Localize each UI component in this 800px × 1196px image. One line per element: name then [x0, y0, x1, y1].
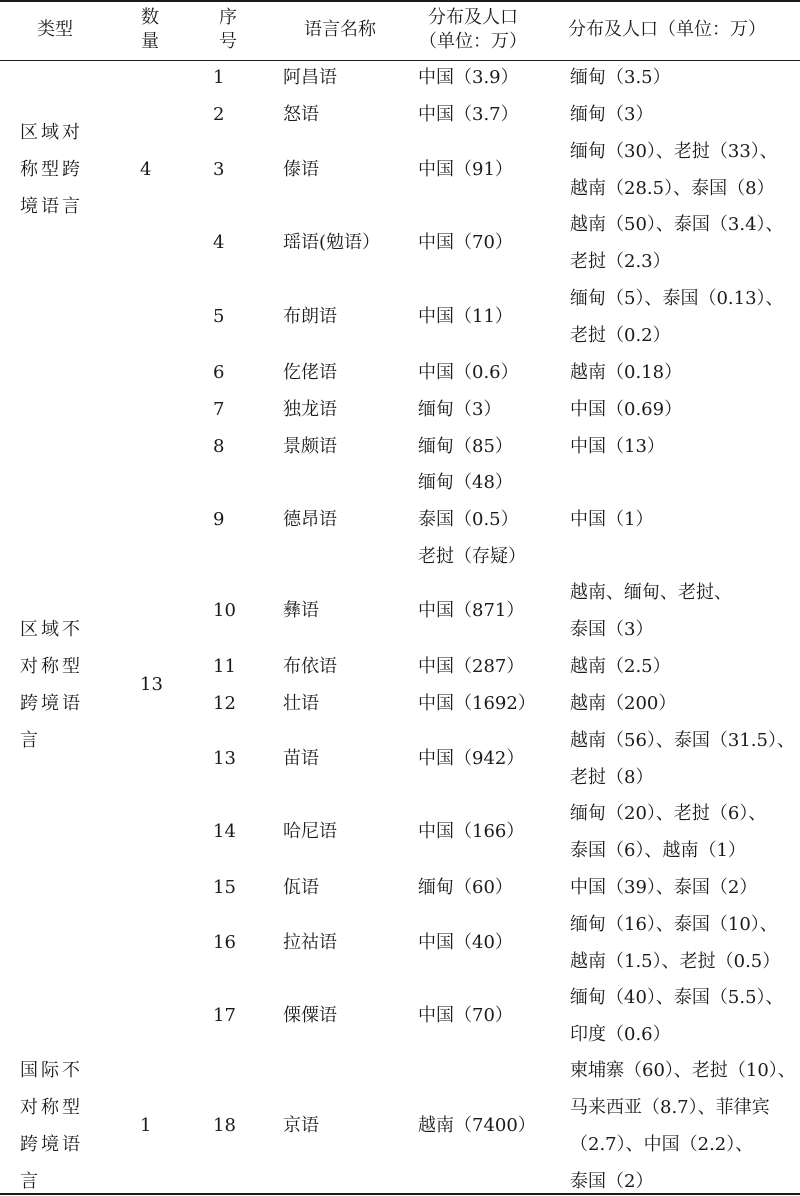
row-seq: 8 — [213, 436, 225, 457]
row-language-name: 京语 — [283, 1115, 319, 1136]
row-seq: 15 — [213, 877, 236, 898]
row-seq: 1 — [213, 67, 225, 88]
row-seq: 18 — [213, 1115, 236, 1136]
row-distribution-b: 柬埔寨（60）、老挝（10）、 — [570, 1059, 796, 1081]
group-type-label: 境语言 — [20, 196, 83, 217]
row-distribution-b: 老挝（2.3） — [570, 250, 671, 272]
row-language-name: 独龙语 — [283, 399, 337, 420]
row-distribution-b: 中国（0.69） — [570, 399, 683, 420]
header-count-line1: 数 — [141, 7, 159, 28]
row-language-name: 彝语 — [283, 600, 319, 621]
row-distribution-b: 缅甸（3.5） — [570, 67, 671, 88]
row-distribution-b: 老挝（0.2） — [570, 324, 671, 346]
row-language-name: 拉祜语 — [283, 932, 337, 953]
header-type: 类型 — [37, 19, 73, 40]
row-distribution-b: 缅甸（40）、泰国（5.5）、 — [570, 986, 784, 1008]
row-distribution-b: 越南、缅甸、老挝、 — [570, 581, 732, 603]
header-rule — [0, 60, 800, 61]
row-distribution-b: 泰国（6）、越南（1） — [570, 839, 746, 861]
group-type-label: 跨境语 — [20, 1133, 83, 1155]
row-distribution-a: 中国（11） — [418, 306, 513, 327]
row-distribution-a: 缅甸（60） — [418, 877, 513, 898]
row-distribution-b: 越南（56）、泰国（31.5）、 — [570, 729, 795, 751]
row-distribution-a: 中国（166） — [418, 821, 525, 842]
row-seq: 3 — [213, 159, 225, 180]
row-distribution-b: 泰国（2） — [570, 1170, 654, 1192]
group-type-label: 称型跨 — [20, 159, 83, 180]
row-distribution-a: 中国（942） — [418, 748, 525, 769]
header-count-line2: 量 — [141, 31, 159, 52]
row-distribution-b: 中国（39）、泰国（2） — [570, 877, 758, 898]
group-type-label: 对称型 — [20, 1096, 83, 1118]
group-count: 13 — [140, 674, 163, 695]
row-distribution-b: 印度（0.6） — [570, 1023, 671, 1045]
row-distribution-b: 老挝（8） — [570, 766, 654, 788]
row-seq: 12 — [213, 693, 236, 714]
row-distribution-a: 泰国（0.5） — [418, 509, 519, 530]
row-distribution-a: 缅甸（85） — [418, 436, 513, 457]
row-distribution-b: 缅甸（20）、老挝（6）、 — [570, 802, 767, 824]
row-language-name: 苗语 — [283, 748, 319, 769]
group-type-label: 区域对 — [20, 122, 83, 143]
header-seq-line1: 序 — [219, 7, 237, 28]
row-language-name: 哈尼语 — [283, 821, 337, 842]
row-language-name: 德昂语 — [283, 509, 337, 530]
row-distribution-b: 泰国（3） — [570, 618, 654, 640]
row-language-name: 瑶语(勉语） — [283, 232, 381, 253]
row-seq: 4 — [213, 232, 225, 253]
group-type-label: 跨境语 — [20, 692, 83, 714]
row-seq: 17 — [213, 1005, 236, 1026]
row-distribution-a: 越南（7400） — [418, 1115, 536, 1136]
row-language-name: 傈僳语 — [283, 1005, 337, 1026]
row-distribution-a: 缅甸（48） — [418, 472, 513, 493]
row-seq: 11 — [213, 656, 236, 677]
row-distribution-a: 中国（871） — [418, 600, 525, 621]
bottom-rule — [0, 1193, 800, 1195]
group-count: 4 — [140, 159, 152, 180]
row-distribution-b: （2.7）、中国（2.2）、 — [570, 1133, 754, 1155]
row-distribution-b: 中国（1） — [570, 509, 654, 530]
header-dist-b: 分布及人口（单位：万） — [568, 19, 766, 40]
row-seq: 6 — [213, 362, 225, 383]
row-distribution-b: 缅甸（30）、老挝（33）、 — [570, 140, 778, 162]
row-language-name: 傣语 — [283, 159, 319, 180]
row-distribution-a: 中国（287） — [418, 656, 525, 677]
row-seq: 5 — [213, 306, 225, 327]
row-distribution-b: 马来西亚（8.7）、菲律宾 — [570, 1096, 770, 1118]
row-seq: 2 — [213, 104, 225, 125]
group-type-label: 国际不 — [20, 1059, 83, 1081]
header-seq-line2: 号 — [219, 31, 237, 52]
top-rule — [0, 0, 800, 2]
row-seq: 14 — [213, 821, 236, 842]
row-language-name: 景颇语 — [283, 436, 337, 457]
row-seq: 7 — [213, 399, 225, 420]
row-distribution-b: 缅甸（16）、泰国（10）、 — [570, 913, 778, 935]
row-distribution-a: 老挝（存疑） — [418, 546, 526, 567]
row-language-name: 佤语 — [283, 877, 319, 898]
row-seq: 10 — [213, 600, 236, 621]
row-distribution-b: 中国（13） — [570, 436, 665, 457]
row-distribution-b: 越南（2.5） — [570, 656, 671, 677]
row-seq: 13 — [213, 748, 236, 769]
row-distribution-a: 中国（70） — [418, 1005, 513, 1026]
group-type-label: 对称型 — [20, 655, 83, 677]
row-seq: 16 — [213, 932, 236, 953]
row-distribution-a: 缅甸（3） — [418, 399, 502, 420]
row-distribution-b: 越南（28.5）、泰国（8） — [570, 177, 775, 199]
header-dist-a-line1: 分布及人口 — [428, 7, 518, 28]
row-language-name: 仡佬语 — [283, 362, 337, 383]
group-type-label: 言 — [20, 729, 41, 751]
row-distribution-b: 缅甸（5）、泰国（0.13）、 — [570, 287, 784, 309]
row-distribution-a: 中国（40） — [418, 932, 513, 953]
row-language-name: 布朗语 — [283, 306, 337, 327]
header-name: 语言名称 — [304, 19, 376, 40]
row-distribution-a: 中国（3.7） — [418, 104, 519, 125]
row-language-name: 布依语 — [283, 656, 337, 677]
row-distribution-b: 越南（200） — [570, 693, 677, 714]
group-type-label: 区域不 — [20, 618, 83, 640]
row-distribution-b: 越南（1.5）、老挝（0.5） — [570, 950, 781, 972]
row-distribution-b: 缅甸（3） — [570, 104, 654, 125]
row-language-name: 壮语 — [283, 693, 319, 714]
row-distribution-a: 中国（1692） — [418, 693, 536, 714]
header-dist-a-line2: （单位：万） — [419, 31, 527, 52]
row-distribution-a: 中国（91） — [418, 159, 513, 180]
row-distribution-b: 越南（50）、泰国（3.4）、 — [570, 213, 784, 235]
row-distribution-a: 中国（70） — [418, 232, 513, 253]
group-count: 1 — [140, 1115, 152, 1136]
row-language-name: 怒语 — [283, 104, 319, 125]
row-distribution-a: 中国（3.9） — [418, 67, 519, 88]
row-distribution-b: 越南（0.18） — [570, 362, 683, 383]
row-language-name: 阿昌语 — [283, 67, 337, 88]
row-distribution-a: 中国（0.6） — [418, 362, 519, 383]
row-seq: 9 — [213, 509, 225, 530]
group-type-label: 言 — [20, 1170, 41, 1192]
